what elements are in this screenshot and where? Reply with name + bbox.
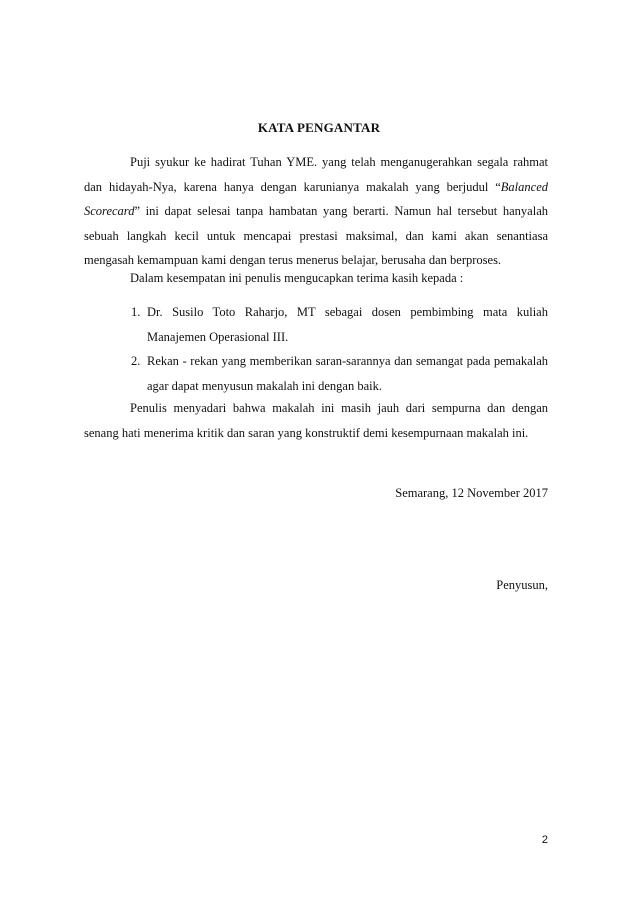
list-item: [131, 300, 548, 349]
page-title: KATA PENGANTAR: [257, 120, 381, 135]
list-item-number: 2.: [131, 354, 141, 368]
list-item-text: Dr. Susilo Toto Raharjo, MT sebagai dosen pembimbing mata kuliah Manajemen Operasional III.: [147, 305, 548, 344]
list-item: [131, 349, 548, 398]
intro-text-start: Puji syukur ke hadirat Tuhan YME. yang telah menganugerahkan segala rahmat dan hidayah-Nya, karena hanya dengan karunianya makalah yang berjudul “: [84, 155, 548, 194]
intro-text-end: ” ini dapat selesai tanpa hambatan yang berarti. Namun hal tersebut hanyalah sebuah langkah kecil untuk mencapai prestasi maksimal, dan kami akan senantiasa mengasah kemampuan kami dengan terus menerus belajar, berusaha dan berproses.: [84, 204, 548, 267]
list-item-number: 1.: [131, 305, 141, 319]
place-date: Semarang, 12 November 2017: [395, 486, 548, 500]
intro-paragraph: [84, 150, 548, 273]
intro-italic-title: Balanced Scorecard: [84, 179, 548, 218]
signer-label: Penyusun,: [496, 578, 548, 592]
list-item-text: Rekan - rekan yang memberikan saran-sarannya dan semangat pada pemakalah agar dapat menyusun makalah ini dengan baik.: [147, 354, 548, 393]
thanks-intro-paragraph: Dalam kesempatan ini penulis mengucapkan terima kasih kepada :: [130, 271, 464, 285]
page-number: 2: [541, 834, 548, 846]
closing-paragraph: Penulis menyadari bahwa makalah ini masih jauh dari sempurna dan dengan senang hati menerima kritik dan saran yang konstruktif demi kesempurnaan makalah ini.: [84, 401, 548, 440]
thanks-list: [131, 300, 548, 398]
